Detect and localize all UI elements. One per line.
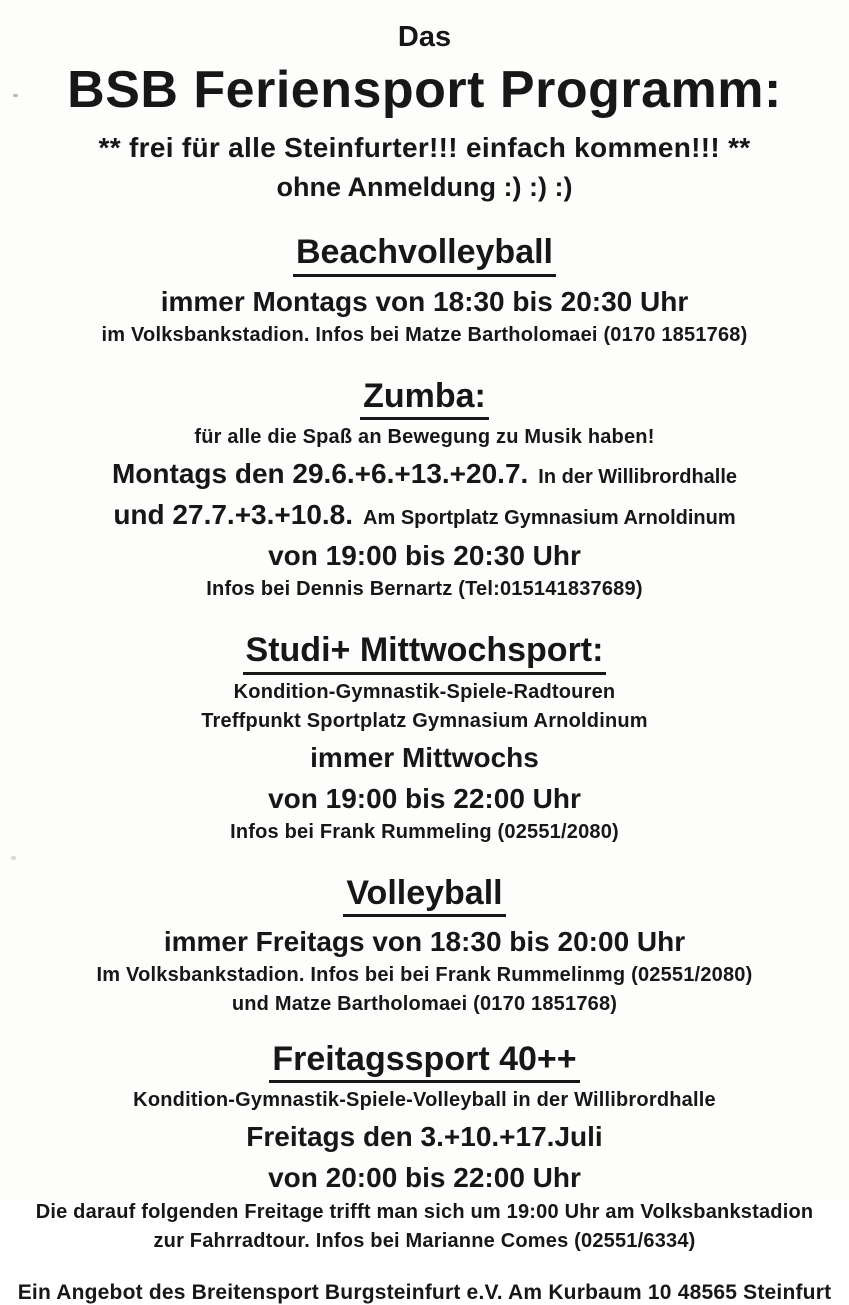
freitagssport-note-1: Die darauf folgenden Freitage trifft man sich um 19:00 Uhr am Volksbankstadion xyxy=(35,1200,814,1223)
mittwochsport-heading-text: Studi+ Mittwochsport: xyxy=(243,631,607,674)
pre-title: Das xyxy=(397,21,452,53)
section-beachvolleyball xyxy=(0,233,849,346)
volleyball-info-1: Im Volksbankstadion. Infos bei bei Frank Rummelinmg (02551/2080) xyxy=(96,964,753,987)
volleyball-heading-text: Volleyball xyxy=(343,874,505,917)
zumba-location-1: In der Willibrordhalle xyxy=(538,465,738,488)
section-zumba xyxy=(0,377,849,602)
freitagssport-dates: Freitags den 3.+10.+17.Juli xyxy=(246,1121,603,1153)
section-volleyball xyxy=(0,874,849,1016)
section-mittwochsport xyxy=(0,631,849,843)
mittwochsport-time: von 19:00 bis 22:00 Uhr xyxy=(268,782,581,814)
mittwochsport-desc: Kondition-Gymnastik-Spiele-Radtouren xyxy=(233,680,616,703)
registration-note: ohne Anmeldung :) :) :) xyxy=(276,172,573,203)
zumba-time: von 19:00 bis 20:30 Uhr xyxy=(268,540,581,572)
mittwochsport-info: Infos bei Frank Rummeling (02551/2080) xyxy=(230,820,619,843)
mittwochsport-meeting: Treffpunkt Sportplatz Gymnasium Arnoldinum xyxy=(201,709,648,732)
zumba-dates-1: Montags den 29.6.+6.+13.+20.7. xyxy=(111,457,529,489)
volleyball-heading xyxy=(0,874,849,917)
beachvolleyball-heading xyxy=(0,233,849,276)
zumba-info: Infos bei Dennis Bernartz (Tel:015141837689) xyxy=(206,578,643,601)
organizer-footer: Ein Angebot des Breitensport Burgsteinfurt e.V. Am Kurbaum 10 48565 Steinfurt xyxy=(17,1280,832,1304)
page-title: BSB Feriensport Programm: xyxy=(67,60,782,119)
freitagssport-note-2: zur Fahrradtour. Infos bei Marianne Comes (02551/6334) xyxy=(153,1229,696,1252)
beachvolleyball-heading-text: Beachvolleyball xyxy=(293,233,556,276)
zumba-dates-line-1 xyxy=(0,458,849,490)
scan-artifact xyxy=(13,94,18,97)
zumba-heading-text: Zumba: xyxy=(360,377,489,420)
beachvolleyball-schedule: immer Montags von 18:30 bis 20:30 Uhr xyxy=(160,285,689,317)
freitagssport-desc: Kondition-Gymnastik-Spiele-Volleyball in der Willibrordhalle xyxy=(133,1089,716,1112)
scan-artifact xyxy=(11,856,16,860)
zumba-location-2: Am Sportplatz Gymnasium Arnoldinum xyxy=(363,507,736,530)
beachvolleyball-info: im Volksbankstadion. Infos bei Matze Bartholomaei (0170 1851768) xyxy=(101,323,748,346)
freitagssport-heading xyxy=(0,1040,849,1083)
mittwochsport-heading xyxy=(0,631,849,674)
zumba-heading xyxy=(0,377,849,420)
subtitle: ** frei für alle Steinfurter!!! einfach kommen!!! ** xyxy=(98,132,751,164)
mittwochsport-day: immer Mittwochs xyxy=(310,741,539,773)
section-freitagssport xyxy=(0,1040,849,1252)
volleyball-schedule: immer Freitags von 18:30 bis 20:00 Uhr xyxy=(163,925,686,957)
zumba-dates-line-2 xyxy=(0,499,849,531)
freitagssport-heading-text: Freitagssport 40++ xyxy=(269,1040,579,1083)
zumba-tagline: für alle die Spaß an Bewegung zu Musik haben! xyxy=(194,425,655,448)
volleyball-info-2: und Matze Bartholomaei (0170 1851768) xyxy=(231,993,618,1016)
freitagssport-time: von 20:00 bis 22:00 Uhr xyxy=(268,1162,581,1194)
zumba-dates-2: und 27.7.+3.+10.8. xyxy=(113,499,354,531)
